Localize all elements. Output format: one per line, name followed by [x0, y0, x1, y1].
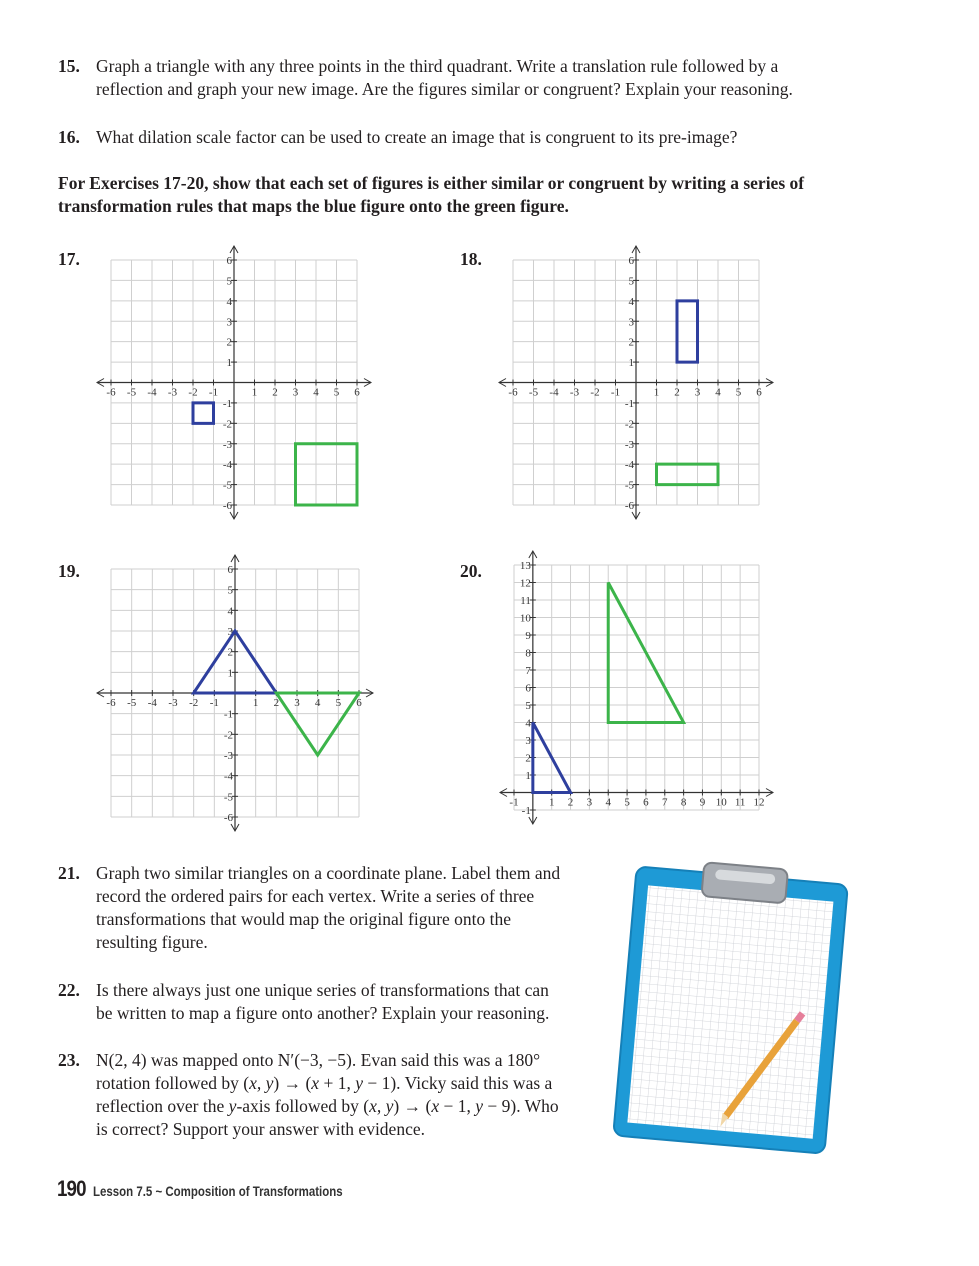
x-tick-label: -4: [147, 386, 157, 399]
y-tick-label: -4: [223, 770, 233, 783]
x-tick-label: -1: [610, 386, 621, 399]
x-tick-label: -3: [168, 697, 178, 709]
question-text: Graph a triangle with any three points in the third quadrant. Write a translation rule followed by a: [96, 56, 779, 76]
x-tick-label: -4: [147, 697, 157, 709]
x-tick-label: -6: [106, 386, 116, 399]
x-tick-label: -2: [590, 386, 600, 399]
y-tick-label: -6: [222, 500, 232, 512]
clipboard-illustration: [600, 855, 860, 1165]
math-var: x, y: [369, 1096, 394, 1116]
question-number: 21.: [58, 863, 80, 883]
y-tick-label: 4: [628, 295, 634, 308]
coordinate-grid-17: [97, 246, 371, 519]
y-tick-label: 3: [226, 316, 232, 329]
x-tick-label: -6: [106, 697, 116, 709]
math-var: x: [431, 1096, 440, 1116]
y-tick-label: 4: [525, 717, 531, 730]
question-text: transformations that would map the original figure onto the: [96, 909, 512, 929]
question-text: [96, 1072, 616, 1095]
blue-square: [193, 403, 214, 423]
question-text: record the ordered pairs for each vertex. Write a series of three: [96, 886, 535, 906]
question-number: 15.: [58, 56, 80, 76]
x-tick-label: 1: [548, 796, 555, 809]
x-tick-label: 2: [273, 697, 280, 709]
text: − 1). Vicky said this was a: [362, 1073, 553, 1093]
question-text: What dilation scale factor can be used to create an image that is congruent to its pre-image?: [96, 127, 738, 147]
x-tick-label: 7: [662, 796, 668, 809]
x-tick-label: 1: [653, 386, 660, 399]
clip-icon: [701, 862, 788, 903]
y-tick-label: 5: [227, 584, 233, 597]
exercise-20-label: 20.: [460, 561, 482, 581]
x-tick-label: 4: [313, 386, 319, 399]
y-tick-label: 1: [227, 667, 233, 680]
x-tick-label: 11: [734, 796, 746, 809]
y-tick-label: 3: [525, 735, 531, 747]
question-text: reflection and graph your new image. Are the figures similar or congruent? Explain your reasoning.: [96, 79, 793, 99]
y-tick-label: 4: [226, 295, 232, 308]
x-tick-label: -3: [167, 386, 178, 399]
blue-rectangle: [677, 301, 698, 362]
y-tick-label: -6: [624, 500, 634, 512]
x-tick-label: 3: [294, 697, 300, 709]
text: − 9). Who: [483, 1096, 559, 1116]
y-tick-label: -3: [624, 438, 634, 451]
y-tick-label: 3: [227, 626, 233, 638]
y-tick-label: -5: [624, 479, 634, 492]
x-tick-label: 6: [354, 386, 360, 399]
y-tick-label: 2: [227, 646, 233, 659]
y-tick-label: -5: [222, 479, 232, 492]
question-number: 23.: [58, 1050, 80, 1070]
x-tick-label: 5: [624, 796, 630, 809]
y-tick-label: -1: [521, 805, 531, 817]
x-tick-label: 1: [251, 386, 258, 399]
text: ) → (: [273, 1073, 312, 1093]
y-tick-label: -1: [624, 397, 634, 410]
x-tick-label: 6: [356, 697, 362, 709]
y-tick-label: 2: [226, 336, 232, 349]
y-tick-label: -6: [223, 812, 233, 824]
y-tick-label: 8: [525, 647, 531, 660]
y-tick-label: 6: [227, 564, 233, 576]
y-tick-label: -3: [223, 750, 233, 762]
x-tick-label: 4: [314, 697, 321, 709]
question-number: 16.: [58, 127, 80, 147]
question-text: is correct? Support your answer with evidence.: [96, 1119, 425, 1139]
x-tick-label: 9: [699, 796, 706, 809]
instructions-line: transformation rules that maps the blue figure onto the green figure.: [58, 196, 569, 216]
y-tick-label: -1: [223, 708, 233, 721]
x-tick-label: 5: [335, 697, 342, 709]
y-tick-label: 9: [525, 630, 531, 642]
x-tick-label: 8: [680, 796, 687, 809]
y-tick-label: 1: [525, 770, 531, 782]
y-tick-label: 4: [227, 605, 233, 618]
y-tick-label: 13: [519, 560, 531, 572]
x-tick-label: 12: [753, 796, 765, 809]
y-tick-label: 1: [628, 357, 634, 370]
x-tick-label: 5: [735, 386, 742, 399]
question-text: Is there always just one unique series of transformations that can: [96, 980, 549, 1000]
text: -axis followed by (: [236, 1096, 370, 1116]
y-tick-label: -3: [222, 438, 232, 451]
lesson-title: Lesson 7.5 ~ Composition of Transformations: [93, 1184, 343, 1199]
coordinate-grid-20: [500, 551, 773, 824]
x-tick-label: 5: [333, 386, 340, 399]
y-tick-label: 11: [520, 595, 531, 607]
text: reflection over the: [96, 1096, 229, 1116]
y-tick-label: -5: [223, 791, 233, 804]
y-tick-label: 10: [519, 612, 531, 625]
exercise-18-label: 18.: [460, 249, 482, 269]
question-text: N(2, 4) was mapped onto N′(−3, −5). Evan said this was a 180°: [96, 1050, 541, 1070]
x-tick-label: 2: [272, 386, 278, 399]
y-tick-label: -2: [223, 729, 233, 742]
x-tick-label: -1: [208, 386, 219, 399]
y-tick-label: 3: [628, 316, 634, 329]
y-tick-label: 2: [628, 336, 634, 349]
x-tick-label: 2: [567, 796, 574, 809]
x-tick-label: -5: [528, 386, 539, 399]
question-text: resulting figure.: [96, 932, 208, 952]
y-tick-label: -4: [222, 459, 232, 472]
y-tick-label: 5: [226, 275, 232, 288]
y-tick-label: 5: [525, 700, 531, 712]
y-tick-label: -4: [624, 459, 634, 472]
y-tick-label: 6: [226, 255, 232, 267]
coordinate-grid-18: [499, 246, 773, 519]
y-tick-label: 5: [628, 275, 634, 288]
x-tick-label: -2: [189, 697, 199, 709]
x-tick-label: 2: [674, 386, 680, 399]
green-square: [296, 444, 358, 505]
y-tick-label: -1: [222, 397, 232, 410]
x-tick-label: 3: [586, 796, 593, 809]
math-var: y: [355, 1073, 363, 1093]
x-tick-label: 6: [643, 796, 649, 809]
x-tick-label: 1: [252, 697, 259, 709]
x-tick-label: -3: [569, 386, 580, 399]
y-tick-label: 6: [525, 682, 531, 695]
math-var: x: [311, 1073, 320, 1093]
text: − 1,: [439, 1096, 476, 1116]
y-tick-label: 1: [226, 357, 232, 370]
x-tick-label: 4: [715, 386, 721, 399]
x-tick-label: -5: [126, 386, 137, 399]
green-rectangle: [657, 464, 719, 484]
question-text: Graph two similar triangles on a coordinate plane. Label them and: [96, 863, 561, 883]
graph-paper: [627, 885, 833, 1138]
x-tick-label: -1: [209, 697, 219, 709]
question-text: be written to map a figure onto another? Explain your reasoning.: [96, 1003, 550, 1023]
question-text: [96, 1095, 616, 1118]
question-number: 22.: [58, 980, 80, 1000]
y-tick-label: -2: [222, 418, 232, 431]
y-tick-label: 7: [525, 665, 531, 677]
y-tick-label: 2: [525, 752, 531, 765]
math-var: y: [228, 1096, 237, 1116]
math-var: y: [475, 1096, 484, 1116]
x-tick-label: -6: [508, 386, 518, 399]
x-tick-label: -4: [549, 386, 559, 399]
exercise-19-label: 19.: [58, 561, 80, 581]
text: + 1,: [319, 1073, 356, 1093]
instructions-line: For Exercises 17-20, show that each set of figures is either similar or congruent by writing a series of: [58, 173, 805, 193]
page-number: 190: [57, 1176, 86, 1201]
x-tick-label: -2: [188, 386, 198, 399]
x-tick-label: 6: [756, 386, 762, 399]
x-tick-label: 3: [694, 386, 701, 399]
x-tick-label: 3: [292, 386, 299, 399]
text: rotation followed by (: [96, 1073, 250, 1093]
x-tick-label: 10: [715, 796, 727, 809]
x-tick-label: -1: [509, 796, 519, 809]
exercise-17-label: 17.: [58, 249, 80, 269]
y-tick-label: 12: [519, 577, 531, 590]
y-tick-label: -2: [624, 418, 634, 431]
x-tick-label: 4: [605, 796, 611, 809]
text: ) → (: [393, 1096, 432, 1116]
math-var: x, y: [249, 1073, 274, 1093]
x-tick-label: -5: [127, 697, 137, 709]
y-tick-label: 6: [628, 255, 634, 267]
coordinate-grid-19: [97, 555, 373, 831]
